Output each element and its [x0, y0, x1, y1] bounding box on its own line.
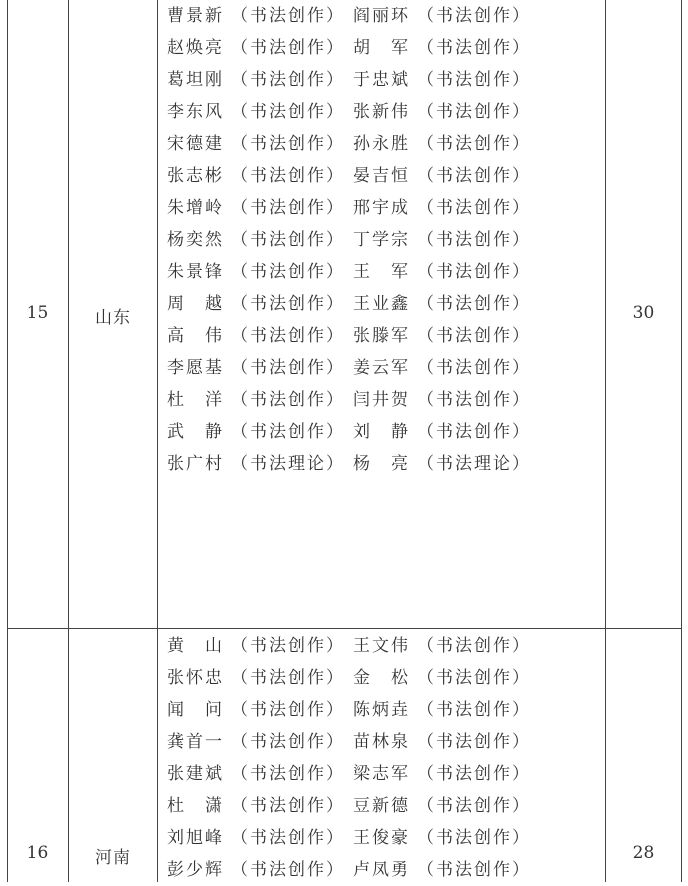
- person-name: 邢宇成: [353, 198, 410, 218]
- person-name: 金 松: [353, 668, 410, 688]
- person-name: 阎丽环: [353, 6, 410, 26]
- award-category: （书法创作）: [231, 828, 345, 848]
- award-category: （书法创作）: [417, 390, 531, 410]
- award-category: （书法创作）: [417, 700, 531, 720]
- award-category: （书法创作）: [231, 390, 345, 410]
- person-name: 王业鑫: [353, 294, 410, 314]
- person-name: 杜 洋: [167, 390, 224, 410]
- award-category: （书法创作）: [231, 294, 345, 314]
- award-category: （书法创作）: [231, 860, 345, 880]
- person-name: 赵焕亮: [167, 38, 224, 58]
- person-name: 杨 亮: [353, 454, 410, 474]
- name-row: [167, 726, 602, 758]
- person-name: 龚首一: [167, 732, 224, 752]
- person-name: 闻 问: [167, 700, 224, 720]
- row-divider: [7, 628, 681, 629]
- person-name: 杜 潇: [167, 796, 224, 816]
- name-row: [167, 448, 602, 480]
- column-divider: [68, 0, 69, 882]
- province-name: 山东: [95, 308, 131, 328]
- award-category: （书法创作）: [231, 166, 345, 186]
- award-category: （书法创作）: [231, 198, 345, 218]
- person-name: 张广村: [167, 454, 224, 474]
- person-name: 葛坦刚: [167, 70, 224, 90]
- person-name: 刘旭峰: [167, 828, 224, 848]
- name-row: [167, 384, 602, 416]
- table-border-left: [7, 0, 8, 882]
- name-row: [167, 160, 602, 192]
- table-border-right: [681, 0, 682, 882]
- award-category: （书法创作）: [417, 668, 531, 688]
- award-category: （书法创作）: [231, 70, 345, 90]
- person-name: 苗林泉: [353, 732, 410, 752]
- award-category: （书法创作）: [417, 636, 531, 656]
- person-name: 张怀忠: [167, 668, 224, 688]
- name-row: [167, 352, 602, 384]
- person-name: 王文伟: [353, 636, 410, 656]
- person-name: 李愿基: [167, 358, 224, 378]
- award-category: （书法创作）: [231, 732, 345, 752]
- award-category: （书法创作）: [417, 166, 531, 186]
- group-number: 15: [26, 303, 49, 323]
- person-name: 王俊豪: [353, 828, 410, 848]
- name-row: [167, 256, 602, 288]
- person-name: 孙永胜: [353, 134, 410, 154]
- award-category: （书法创作）: [417, 422, 531, 442]
- name-row: [167, 694, 602, 726]
- award-category: （书法创作）: [231, 700, 345, 720]
- person-name: 刘 静: [353, 422, 410, 442]
- awardee-count: 30: [632, 303, 655, 323]
- award-category: （书法理论）: [231, 454, 345, 474]
- person-name: 朱景锋: [167, 262, 224, 282]
- name-row: [167, 854, 602, 886]
- award-category: （书法创作）: [417, 6, 531, 26]
- award-category: （书法创作）: [417, 38, 531, 58]
- person-name: 豆新德: [353, 796, 410, 816]
- name-row: [167, 32, 602, 64]
- award-category: （书法创作）: [417, 294, 531, 314]
- person-name: 黄 山: [167, 636, 224, 656]
- name-row: [167, 790, 602, 822]
- award-category: （书法创作）: [231, 326, 345, 346]
- person-name: 丁学宗: [353, 230, 410, 250]
- person-name: 胡 军: [353, 38, 410, 58]
- name-row: [167, 822, 602, 854]
- person-name: 朱增岭: [167, 198, 224, 218]
- person-name: 王 军: [353, 262, 410, 282]
- award-category: （书法创作）: [417, 230, 531, 250]
- award-category: （书法创作）: [231, 358, 345, 378]
- person-name: 张建斌: [167, 764, 224, 784]
- award-category: （书法创作）: [417, 764, 531, 784]
- name-row: [167, 0, 602, 32]
- person-name: 晏吉恒: [353, 166, 410, 186]
- award-category: （书法创作）: [417, 358, 531, 378]
- name-row: [167, 758, 602, 790]
- name-row: [167, 128, 602, 160]
- award-category: （书法创作）: [231, 422, 345, 442]
- person-name: 宋德建: [167, 134, 224, 154]
- award-category: （书法创作）: [417, 326, 531, 346]
- award-category: （书法创作）: [231, 38, 345, 58]
- award-category: （书法创作）: [417, 796, 531, 816]
- column-divider: [157, 0, 158, 882]
- award-category: （书法创作）: [417, 732, 531, 752]
- person-name: 周 越: [167, 294, 224, 314]
- award-category: （书法创作）: [231, 134, 345, 154]
- person-name: 武 静: [167, 422, 224, 442]
- award-category: （书法创作）: [417, 70, 531, 90]
- name-row: [167, 416, 602, 448]
- province-name: 河南: [95, 848, 131, 868]
- name-list: [167, 630, 602, 886]
- award-category: （书法创作）: [417, 134, 531, 154]
- person-name: 彭少辉: [167, 860, 224, 880]
- name-row: [167, 662, 602, 694]
- name-row: [167, 320, 602, 352]
- award-category: （书法创作）: [417, 828, 531, 848]
- award-category: （书法创作）: [231, 636, 345, 656]
- person-name: 梁志军: [353, 764, 410, 784]
- award-category: （书法理论）: [417, 454, 531, 474]
- group-number: 16: [26, 843, 49, 863]
- column-divider: [605, 0, 606, 882]
- name-row: [167, 96, 602, 128]
- person-name: 李东风: [167, 102, 224, 122]
- award-category: （书法创作）: [417, 262, 531, 282]
- person-name: 杨奕然: [167, 230, 224, 250]
- name-row: [167, 630, 602, 662]
- name-row: [167, 288, 602, 320]
- award-category: （书法创作）: [417, 102, 531, 122]
- name-row: [167, 224, 602, 256]
- award-category: （书法创作）: [231, 262, 345, 282]
- person-name: 张新伟: [353, 102, 410, 122]
- award-category: （书法创作）: [231, 6, 345, 26]
- award-category: （书法创作）: [231, 230, 345, 250]
- award-category: （书法创作）: [417, 860, 531, 880]
- person-name: 张志彬: [167, 166, 224, 186]
- person-name: 曹景新: [167, 6, 224, 26]
- person-name: 闫井贺: [353, 390, 410, 410]
- name-row: [167, 64, 602, 96]
- person-name: 于忠斌: [353, 70, 410, 90]
- person-name: 张滕军: [353, 326, 410, 346]
- person-name: 姜云军: [353, 358, 410, 378]
- awardee-count: 28: [632, 843, 655, 863]
- person-name: 陈炳垚: [353, 700, 410, 720]
- award-category: （书法创作）: [417, 198, 531, 218]
- person-name: 高 伟: [167, 326, 224, 346]
- name-list: [167, 0, 602, 480]
- name-row: [167, 192, 602, 224]
- award-category: （书法创作）: [231, 796, 345, 816]
- award-category: （书法创作）: [231, 668, 345, 688]
- award-category: （书法创作）: [231, 102, 345, 122]
- award-category: （书法创作）: [231, 764, 345, 784]
- person-name: 卢凤勇: [353, 860, 410, 880]
